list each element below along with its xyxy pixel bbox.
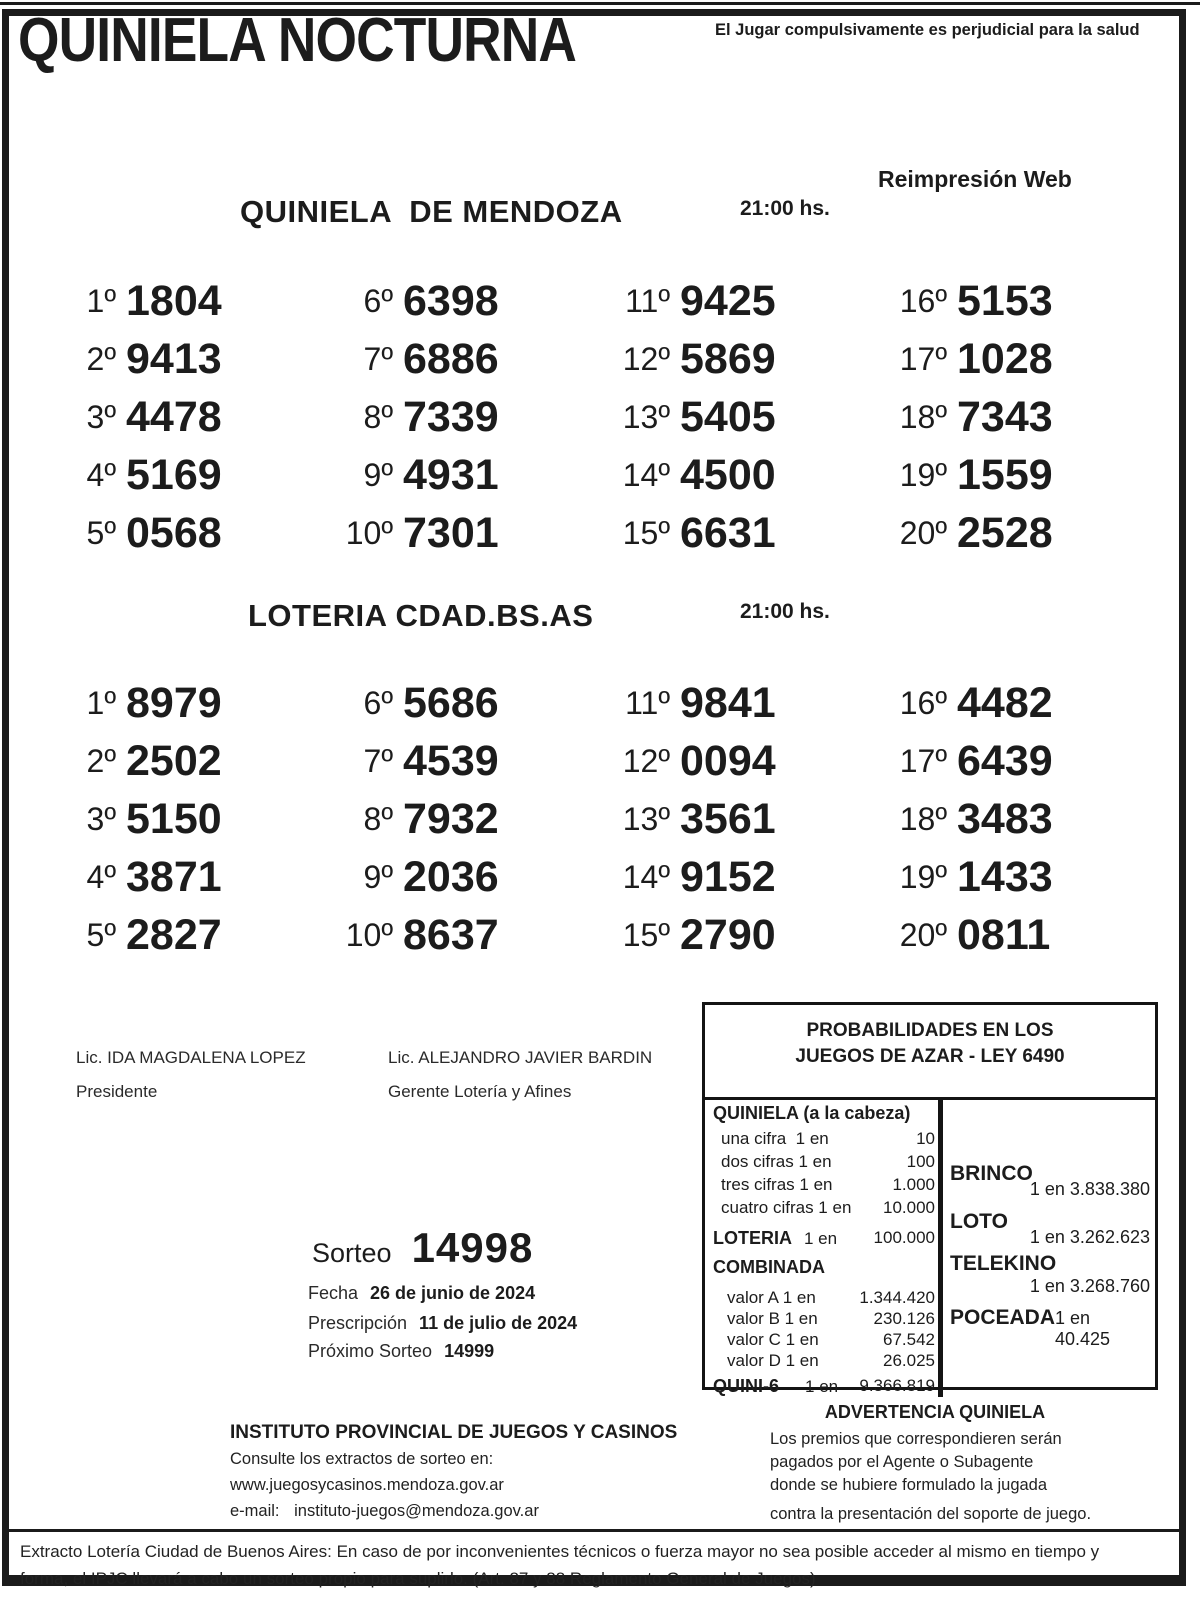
odds-label: valor C 1 en [727,1330,819,1349]
result-position: 9º [363,858,393,895]
result-position: 10º [345,916,393,953]
odds-row [713,1330,935,1350]
footer-line: forma, el IPJC llevará a cabo un sorteo propio para suplirlo. (Art. 87 y 88 Reglamento General de Juegos) [20,1569,816,1588]
result-position: 11º [625,684,670,721]
page-title: QUINIELA NOCTURNA [18,6,577,75]
result-position: 12º [622,340,670,377]
result-position: 5º [86,514,116,551]
result-position: 2º [86,340,116,377]
result-number: 6886 [403,334,499,383]
result-cell [60,388,337,446]
result-number: 8637 [403,910,499,959]
result-number: 7339 [403,392,499,441]
health-warning: El Jugar compulsivamente es perjudicial para la salud [715,21,1140,39]
result-number: 4539 [403,736,499,785]
institute-consult-line: Consulte los extractos de sorteo en: [230,1450,494,1468]
result-cell [891,446,1168,504]
odds-row [713,1309,935,1329]
date-label: Fecha [308,1283,359,1303]
institute-email-row [230,1502,539,1521]
result-cell [891,330,1168,388]
result-cell [614,504,891,562]
result-position: 19º [899,456,947,493]
result-number: 0094 [680,736,776,785]
loteria-odds-rest: 1 en [804,1229,838,1248]
odds-value: 10 [916,1129,935,1148]
result-position: 17º [899,742,947,779]
footer-note [20,1538,1170,1592]
result-cell [337,272,614,330]
signature-manager-role: Gerente Lotería y Afines [388,1082,572,1101]
result-position: 4º [86,858,116,895]
odds-label: valor A 1 en [727,1288,816,1307]
result-position: 15º [622,916,670,953]
result-position: 7º [363,340,393,377]
section-title-bsas: LOTERIA CDAD.BS.AS [248,598,594,633]
institute-website: www.juegosycasinos.mendoza.gov.ar [230,1476,504,1494]
result-number: 0811 [957,910,1051,959]
date-value: 26 de junio de 2024 [370,1283,536,1303]
draw-number-row [312,1224,533,1272]
result-cell [337,446,614,504]
odds-value: 100 [906,1152,935,1171]
brinco-odds-name: BRINCO [950,1162,1033,1185]
result-number: 1559 [957,450,1053,499]
result-number: 3871 [126,852,222,901]
result-number: 2502 [126,736,222,785]
brinco-odds-value: 1 en 3.838.380 [1029,1179,1150,1199]
result-number: 9152 [680,852,776,901]
odds-value: 230.126 [873,1309,935,1328]
footer-divider [9,1529,1179,1532]
result-number: 7343 [957,392,1053,441]
probabilities-title [705,1005,1155,1100]
odds-row [713,1288,935,1308]
result-number: 6439 [957,736,1053,785]
result-number: 8979 [126,678,222,727]
result-number: 2036 [403,852,499,901]
draw-date-row [308,1283,535,1304]
odds-row [713,1175,935,1195]
result-position: 8º [363,398,393,435]
probabilities-title-line2: JUEGOS DE AZAR - LEY 6490 [795,1046,1065,1067]
draw-prescription-row [308,1313,577,1334]
result-position: 16º [899,282,947,319]
result-position: 5º [86,916,116,953]
result-cell [614,848,891,906]
result-cell [614,790,891,848]
combinada-header: COMBINADA [713,1257,825,1277]
result-number: 1433 [957,852,1053,901]
result-cell [60,674,337,732]
result-number: 1028 [957,334,1053,383]
result-number: 5169 [126,450,222,499]
email-address: instituto-juegos@mendoza.gov.ar [294,1502,539,1520]
poceada-odds-name: POCEADA [950,1306,1056,1329]
result-cell [337,906,614,964]
result-position: 14º [622,858,670,895]
result-cell [614,388,891,446]
result-number: 5150 [126,794,222,843]
result-position: 20º [899,514,947,551]
signature-president-role: Presidente [76,1082,158,1101]
result-number: 4500 [680,450,776,499]
next-draw-label: Próximo Sorteo [308,1341,433,1361]
top-rule [0,2,1200,5]
result-number: 2827 [126,910,222,959]
result-number: 9841 [680,678,776,727]
odds-value: 26.025 [883,1351,935,1370]
result-position: 12º [622,742,670,779]
result-cell [891,732,1168,790]
result-position: 8º [363,800,393,837]
result-number: 3483 [957,794,1053,843]
result-position: 1º [86,684,116,721]
prescription-value: 11 de julio de 2024 [419,1313,578,1333]
quini6-odds-name: QUINI-6 [713,1376,780,1396]
result-number: 0568 [126,508,222,557]
results-grid-bsas [60,674,1168,964]
result-cell [60,272,337,330]
odds-value: 1.344.420 [859,1288,935,1307]
email-label: e-mail: [230,1502,280,1520]
result-position: 3º [86,398,116,435]
result-position: 6º [363,684,393,721]
quiniela-odds-header: QUINIELA (a la cabeza) [713,1103,911,1123]
result-cell [891,848,1168,906]
result-number: 4482 [957,678,1053,727]
telekino-odds-value: 1 en 3.268.760 [1029,1276,1150,1296]
result-cell [891,504,1168,562]
odds-label: cuatro cifras 1 en [721,1198,852,1217]
advertencia-line: donde se hubiere formulado la jugada [770,1476,1048,1494]
result-position: 7º [363,742,393,779]
odds-label: valor D 1 en [727,1351,819,1370]
odds-label: dos cifras 1 en [721,1152,832,1171]
result-cell [337,848,614,906]
result-cell [337,330,614,388]
odds-label: una cifra 1 en [721,1129,829,1148]
result-number: 5686 [403,678,499,727]
result-cell [614,446,891,504]
footer-line: Extracto Lotería Ciudad de Buenos Aires: En caso de por inconvenientes técnicos o fuerza mayor no sea posible acceder al mismo en tiempo y [20,1542,1100,1561]
signature-manager-name: Lic. ALEJANDRO JAVIER BARDIN [388,1048,653,1067]
results-grid-mendoza [60,272,1168,562]
result-number: 3561 [680,794,776,843]
result-number: 2528 [957,508,1053,557]
result-number: 9413 [126,334,222,383]
result-cell [891,674,1168,732]
result-position: 1º [86,282,116,319]
result-cell [337,674,614,732]
result-number: 4931 [403,450,499,499]
result-cell [614,674,891,732]
result-position: 10º [345,514,393,551]
loteria-odds-name: LOTERIA [713,1228,792,1248]
result-cell [60,446,337,504]
result-number: 5153 [957,276,1053,325]
result-position: 15º [622,514,670,551]
result-position: 17º [899,340,947,377]
odds-row [713,1351,935,1371]
quini6-odds-rest: 1 en [805,1377,839,1396]
result-position: 3º [86,800,116,837]
result-position: 11º [625,282,670,319]
result-position: 18º [899,800,947,837]
result-cell [614,330,891,388]
section-title-mendoza: QUINIELA DE MENDOZA [240,194,623,229]
result-cell [60,906,337,964]
odds-value: 67.542 [883,1330,935,1349]
advertencia-line: pagados por el Agente o Subagente [770,1453,1034,1471]
result-position: 14º [622,456,670,493]
result-cell [60,848,337,906]
probabilities-title-line1: PROBABILIDADES EN LOS [806,1020,1054,1041]
result-number: 7301 [403,508,499,557]
telekino-odds-name: TELEKINO [950,1252,1057,1275]
draw-number: 14998 [411,1224,534,1271]
probabilities-divider [938,1100,943,1397]
result-cell [337,388,614,446]
result-number: 1804 [126,276,222,325]
result-cell [337,732,614,790]
web-reprint-label: Reimpresión Web [878,166,1072,192]
result-cell [60,732,337,790]
loteria-odds-value: 100.000 [873,1228,935,1247]
result-cell [891,790,1168,848]
result-number: 4478 [126,392,222,441]
loteria-odds-row [713,1228,935,1249]
result-cell [891,906,1168,964]
result-position: 9º [363,456,393,493]
odds-row [713,1129,935,1149]
result-cell [337,504,614,562]
advertencia-title: ADVERTENCIA QUINIELA [824,1402,1046,1422]
quini6-odds-value: 9.366.819 [859,1376,935,1395]
section-time-mendoza: 21:00 hs. [740,197,830,220]
result-cell [614,732,891,790]
poceada-odds-row [950,1306,1150,1350]
signature-president-name: Lic. IDA MAGDALENA LOPEZ [76,1048,306,1067]
result-position: 18º [899,398,947,435]
result-number: 2790 [680,910,776,959]
result-cell [891,272,1168,330]
result-cell [60,790,337,848]
advertencia-text [770,1428,1170,1526]
next-draw-value: 14999 [444,1341,495,1361]
result-cell [891,388,1168,446]
result-number: 6398 [403,276,499,325]
result-cell [60,504,337,562]
result-position: 2º [86,742,116,779]
quini6-odds-row [713,1376,935,1397]
result-position: 13º [622,398,670,435]
advertencia-line: contra la presentación del soporte de juego. [770,1505,1092,1523]
result-position: 20º [899,916,947,953]
result-cell [614,272,891,330]
result-position: 4º [86,456,116,493]
odds-row [713,1198,935,1218]
result-cell [60,330,337,388]
loto-odds-value: 1 en 3.262.623 [1029,1227,1150,1247]
result-number: 7932 [403,794,499,843]
prescription-label: Prescripción [308,1313,408,1333]
odds-label: tres cifras 1 en [721,1175,833,1194]
result-number: 5405 [680,392,776,441]
institute-name: INSTITUTO PROVINCIAL DE JUEGOS Y CASINOS [230,1422,678,1443]
result-cell [337,790,614,848]
probabilities-body [705,1100,1155,1397]
odds-label: valor B 1 en [727,1309,818,1328]
advertencia-line: Los premios que correspondieren serán [770,1430,1062,1448]
probabilities-box [702,1002,1158,1396]
result-position: 16º [899,684,947,721]
result-number: 5869 [680,334,776,383]
poceada-odds-value: 1 en 40.425 [1055,1308,1111,1349]
result-position: 6º [363,282,393,319]
loto-odds-name: LOTO [950,1210,1008,1233]
draw-label: Sorteo [312,1238,392,1268]
next-draw-row [308,1341,494,1362]
odds-row [713,1152,935,1172]
result-position: 19º [899,858,947,895]
odds-value: 1.000 [892,1175,935,1194]
section-time-bsas: 21:00 hs. [740,600,830,623]
result-position: 13º [622,800,670,837]
result-cell [614,906,891,964]
result-number: 6631 [680,508,776,557]
result-number: 9425 [680,276,776,325]
odds-value: 10.000 [883,1198,935,1217]
